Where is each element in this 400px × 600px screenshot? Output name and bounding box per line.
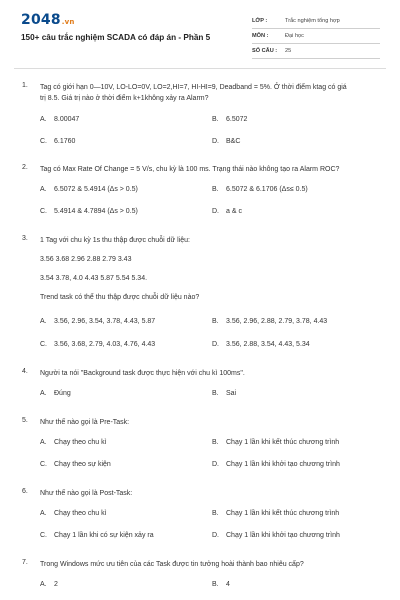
option-letter: C. <box>40 532 47 539</box>
option-c[interactable] <box>40 532 154 539</box>
option-letter: B. <box>212 510 219 517</box>
option-text: 6.1760 <box>54 138 76 145</box>
question-text <box>40 235 385 303</box>
question-text <box>40 82 385 104</box>
option-text: Chạy theo chu kì <box>54 510 107 517</box>
option-letter: B. <box>212 318 219 325</box>
option-letter: B. <box>212 581 219 588</box>
option-text: Chạy 1 lần khi kết thúc chương trình <box>226 439 340 446</box>
option-text: 6.5072 & 6.1706 (Δs≤ 0.5) <box>226 186 308 193</box>
option-letter: A. <box>40 439 47 446</box>
document-meta-table <box>252 15 380 60</box>
meta-value: Đại học <box>285 33 304 39</box>
option-a[interactable] <box>40 318 155 325</box>
option-letter: D. <box>212 341 219 348</box>
option-text: 3.56, 2.88, 3.54, 4.43, 5.34 <box>226 341 310 348</box>
logo-suffix: .vn <box>61 18 75 26</box>
option-text: 3.56, 3.68, 2.79, 4.03, 4.76, 4.43 <box>54 341 156 348</box>
option-text: Chạy 1 lần khi có sự kiện xảy ra <box>54 532 154 539</box>
option-letter: B. <box>212 186 219 193</box>
question-line: 3.56 3.68 2.96 2.88 2.79 3.43 <box>40 256 132 263</box>
option-letter: A. <box>40 186 47 193</box>
option-d[interactable] <box>212 461 340 468</box>
option-text: Chạy 1 lần khi kết thúc chương trình <box>226 510 340 517</box>
option-b[interactable] <box>212 116 247 123</box>
question-line: Như thế nào gọi là Pre-Task: <box>40 419 130 426</box>
meta-value: 25 <box>285 48 292 54</box>
option-letter: C. <box>40 461 47 468</box>
question-text <box>40 164 385 175</box>
meta-row-count <box>252 45 380 59</box>
option-a[interactable] <box>40 116 79 123</box>
option-text: Chạy 1 lần khi khởi tạo chương trình <box>226 532 340 539</box>
meta-label: LỚP : <box>252 18 268 24</box>
option-letter: A. <box>40 116 47 123</box>
option-d[interactable] <box>212 341 310 348</box>
option-letter: D. <box>212 532 219 539</box>
option-b[interactable] <box>212 439 339 446</box>
question-number: 4. <box>22 368 28 375</box>
option-c[interactable] <box>40 461 111 468</box>
option-b[interactable] <box>212 186 308 193</box>
option-c[interactable] <box>40 341 155 348</box>
logo-text: 2048 <box>21 12 61 28</box>
option-letter: B. <box>212 390 219 397</box>
question-line: Tag có Max Rate Of Change = 5 V/s, chu kỳ là 100 ms. Trạng thái nào không tạo ra Alarm ROC? <box>40 166 340 173</box>
question-number: 2. <box>22 164 28 171</box>
document-title: 150+ câu trắc nghiệm SCADA có đáp án - Phần 5 <box>21 33 211 42</box>
option-b[interactable] <box>212 318 327 325</box>
meta-label: MÔN : <box>252 33 269 39</box>
question-line: 3.54 3.78, 4.0 4.43 5.87 5.54 5.34. <box>40 275 148 282</box>
option-text: Sai <box>226 390 237 397</box>
question-number: 3. <box>22 235 28 242</box>
question-line: Trend task có thể thu thập được chuỗi dữ liệu nào? <box>40 294 200 301</box>
question-number: 7. <box>22 559 28 566</box>
option-letter: A. <box>40 390 47 397</box>
option-letter: A. <box>40 510 47 517</box>
question-text <box>40 417 385 428</box>
question-number: 6. <box>22 488 28 495</box>
option-c[interactable] <box>40 208 138 215</box>
option-text: 3.56, 2.96, 2.88, 2.79, 3.78, 4.43 <box>226 318 328 325</box>
option-a[interactable] <box>40 510 107 517</box>
option-text: Chạy 1 lần khi khởi tạo chương trình <box>226 461 340 468</box>
option-text: 6.5072 <box>226 116 248 123</box>
option-text: 5.4914 & 4.7894 (Δs > 0.5) <box>54 208 138 215</box>
option-text: Chạy theo chu kì <box>54 439 107 446</box>
option-letter: C. <box>40 208 47 215</box>
option-a[interactable] <box>40 390 71 397</box>
question-text <box>40 368 385 379</box>
question-text <box>40 488 385 499</box>
document-header <box>0 0 400 62</box>
meta-row-class <box>252 15 380 29</box>
option-text: Chạy theo sự kiện <box>54 461 111 468</box>
option-a[interactable] <box>40 439 107 446</box>
option-b[interactable] <box>212 390 236 397</box>
header-divider <box>14 68 386 69</box>
question-line: Người ta nói "Background task được thực hiện với chu kì 100ms". <box>40 370 245 377</box>
option-b[interactable] <box>212 510 339 517</box>
option-d[interactable] <box>212 138 240 145</box>
option-d[interactable] <box>212 532 340 539</box>
question-line: Trong Windows mức ưu tiên của các Task được tin tưởng hoài thành bao nhiêu cấp? <box>40 561 304 568</box>
meta-row-subject <box>252 30 380 44</box>
question-text <box>40 559 385 570</box>
option-letter: D. <box>212 461 219 468</box>
option-text: B&C <box>226 138 241 145</box>
question-line: Tag có giới hạn 0—10V, LO-LO=0V, LO=2,HI=7, HI-HI=9, Deadband = 5%. Ở thời điểm ktag có giá <box>40 84 347 91</box>
question-number: 5. <box>22 417 28 424</box>
option-letter: A. <box>40 581 47 588</box>
option-letter: B. <box>212 116 219 123</box>
meta-value: Trắc nghiệm tổng hợp <box>285 18 340 24</box>
site-logo[interactable] <box>21 12 75 28</box>
option-text: Đúng <box>54 390 71 397</box>
option-letter: C. <box>40 341 47 348</box>
option-text: 2 <box>54 581 58 588</box>
option-text: 3.56, 2.96, 3.54, 3.78, 4.43, 5.87 <box>54 318 156 325</box>
option-letter: D. <box>212 138 219 145</box>
option-a[interactable] <box>40 581 58 588</box>
question-line: trị 8.5. Giá trị nào ở thời điểm k+1không xảy ra Alarm? <box>40 95 209 102</box>
option-letter: B. <box>212 439 219 446</box>
option-a[interactable] <box>40 186 138 193</box>
option-c[interactable] <box>40 138 75 145</box>
option-text: 4 <box>226 581 230 588</box>
option-letter: C. <box>40 138 47 145</box>
option-text: 6.5072 & 5.4914 (Δs > 0.5) <box>54 186 138 193</box>
option-letter: A. <box>40 318 47 325</box>
option-text: a & c <box>226 208 242 215</box>
option-d[interactable] <box>212 208 242 215</box>
question-line: 1 Tag với chu kỳ 1s thu thập được chuỗi dữ liệu: <box>40 237 190 244</box>
option-letter: D. <box>212 208 219 215</box>
meta-label: SỐ CÂU : <box>252 48 278 54</box>
option-text: 8.00047 <box>54 116 80 123</box>
question-number: 1. <box>22 82 28 89</box>
question-line: Như thế nào gọi là Post-Task: <box>40 490 133 497</box>
option-b[interactable] <box>212 581 230 588</box>
